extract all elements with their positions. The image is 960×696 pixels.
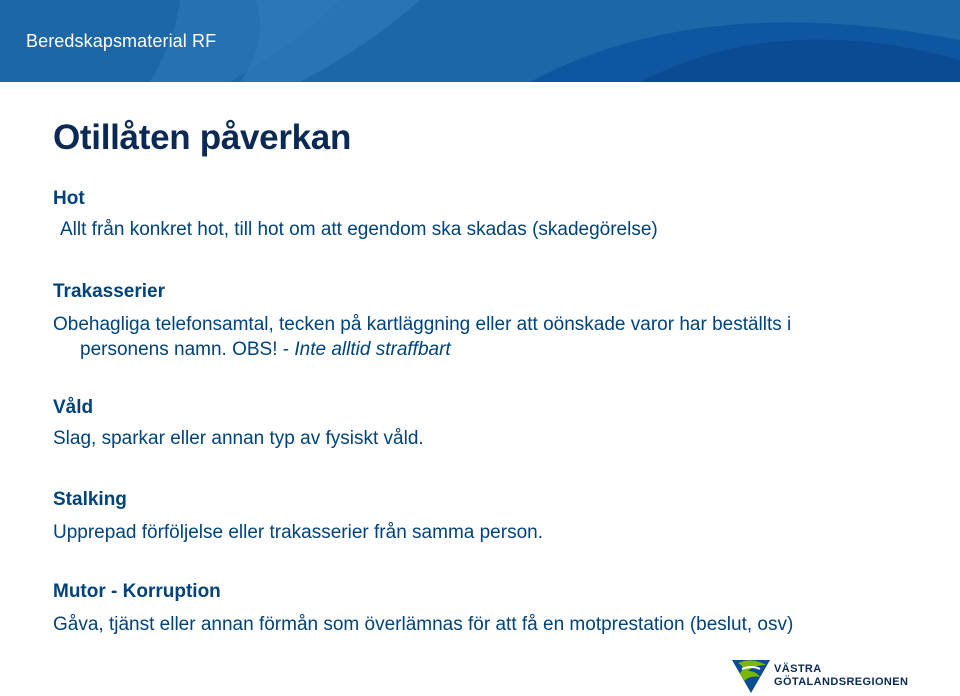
heading-hot: Hot — [53, 188, 85, 209]
heading-vald: Våld — [53, 397, 94, 418]
text-trakasserier-line2 — [80, 336, 451, 363]
text-trakasserier-line1: Obehagliga telefonsamtal, tecken på kartläggning eller att oönskade varor har beställts i — [53, 314, 792, 335]
text-trakasserier-obs: personens namn. OBS! - — [80, 339, 295, 360]
header-label: Beredskapsmaterial RF — [26, 31, 217, 51]
page-title: Otillåten påverkan — [53, 118, 352, 157]
heading-trakasserier: Trakasserier — [53, 281, 165, 302]
header-banner — [0, 0, 960, 82]
text-mutor: Gåva, tjänst eller annan förmån som överlämnas för att få en motprestation (beslut, osv) — [53, 614, 794, 635]
vastra-gotalandsregionen-logo — [730, 655, 920, 695]
text-trakasserier-italic: Inte alltid straffbart — [294, 339, 451, 360]
heading-mutor: Mutor - Korruption — [53, 581, 221, 602]
text-vald: Slag, sparkar eller annan typ av fysiskt våld. — [53, 428, 424, 449]
text-hot: Allt från konkret hot, till hot om att egendom ska skadas (skadegörelse) — [60, 219, 658, 240]
text-stalking: Upprepad förföljelse eller trakasserier från samma person. — [53, 522, 543, 543]
heading-stalking: Stalking — [53, 489, 127, 510]
logo-line1: VÄSTRA — [774, 663, 822, 675]
logo-line2: GÖTALANDSREGIONEN — [774, 676, 909, 688]
logo-emblem-icon — [730, 655, 772, 695]
